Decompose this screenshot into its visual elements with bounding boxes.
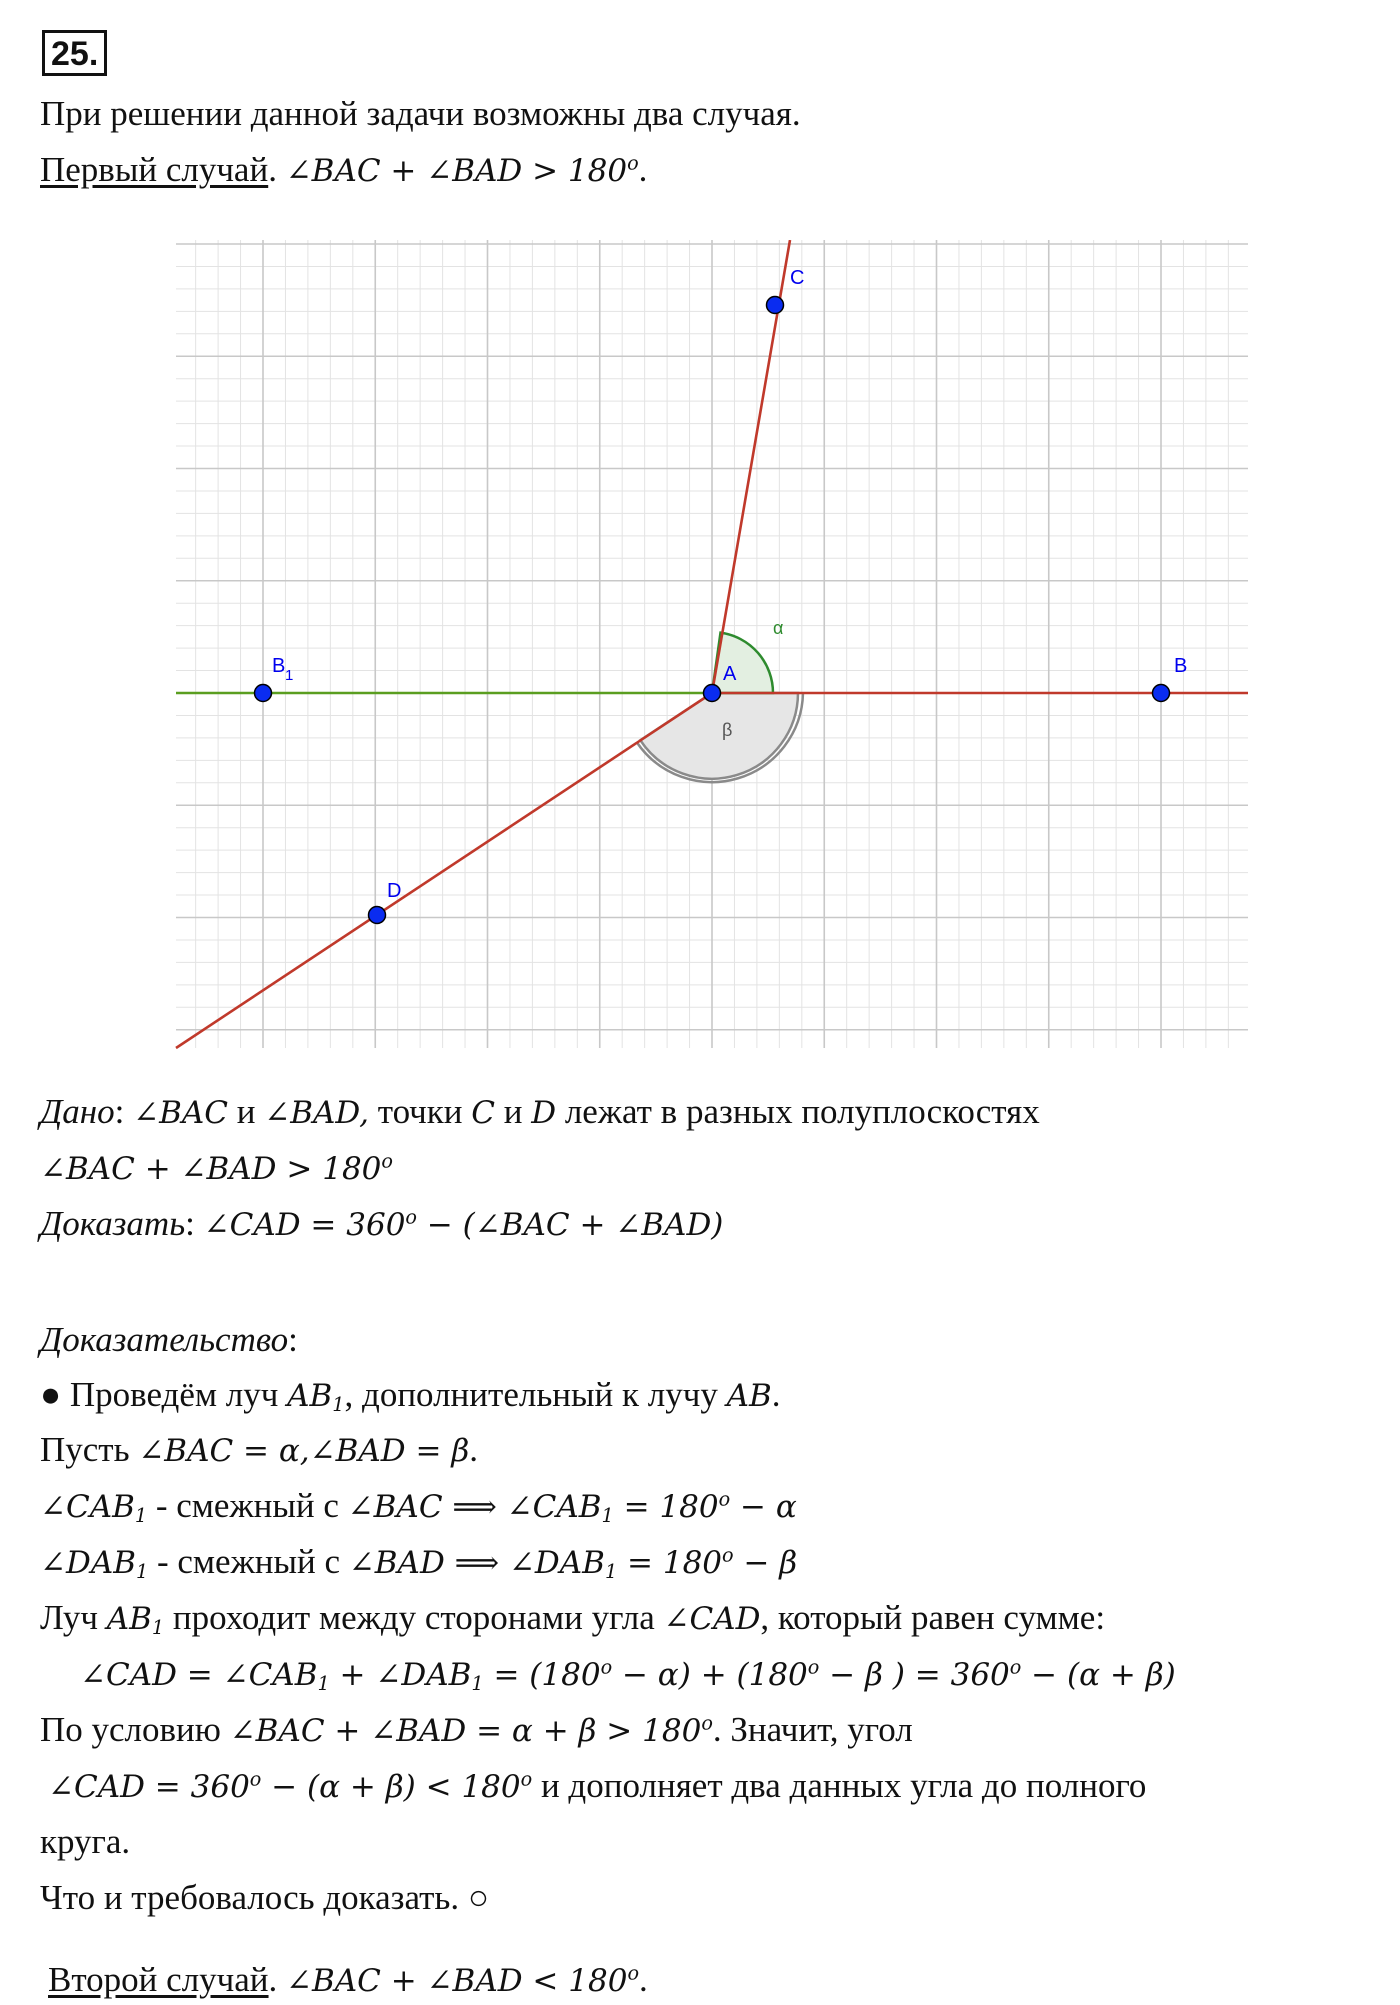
proof-line-9: круга. — [40, 1822, 131, 1861]
case2-heading: Второй случай. ∠BAC + ∠BAD < $180^o$. — [48, 1960, 648, 1999]
prove-line: Доказать: ∠CAD = $360^o$ − (∠BAC + ∠BAD) — [40, 1204, 724, 1243]
proof-line-3: $\angle CAB_1$ - смежный с ∠BAC ⟹ $\angle CAB_1 = 180^o - \alpha$ — [40, 1486, 797, 1527]
intro-text: При решении данной задачи возможны два случая. — [40, 94, 801, 133]
label-alpha: α — [773, 618, 784, 638]
point-a — [704, 685, 721, 702]
ray-ad — [176, 693, 712, 1048]
point-b1 — [255, 685, 272, 702]
point-c — [767, 297, 784, 314]
proof-line-8: ∠CAD = $360^o - (\alpha + \beta) < 180^o$ и дополняет два данных угла до полного — [48, 1766, 1147, 1805]
case2-label: Второй случай — [48, 1960, 269, 1999]
label-beta: β — [722, 720, 733, 740]
label-a: A — [723, 663, 737, 685]
label-d: D — [387, 880, 402, 902]
proof-label: Доказательство — [40, 1320, 289, 1359]
given-line-1: Дано: ∠BAC и ∠BAD, точки C и D лежат в разных полуплоскостях — [40, 1092, 1040, 1131]
label-b1-sub: 1 — [285, 667, 294, 684]
case1-heading: Первый случай. ∠BAC + ∠BAD > $180^o$. — [40, 150, 648, 189]
proof-line-5: Луч $AB_1$ проходит между сторонами угла ∠CAD, который равен сумме: — [40, 1598, 1106, 1639]
proof-line-2: Пусть ∠BAC = α,∠BAD = β. — [40, 1430, 479, 1469]
proof-line-7: По условию ∠BAC + ∠BAD = $\alpha + \beta > 180^o$. Значит, угол — [40, 1710, 913, 1749]
geometry-figure — [170, 240, 1250, 1070]
angle-beta-arc — [640, 693, 798, 779]
label-b: B — [1174, 655, 1188, 677]
case2-condition: ∠BAC + ∠BAD < $180^o$ — [286, 1961, 639, 1999]
point-d — [369, 907, 386, 924]
label-b1: B — [272, 655, 286, 677]
proof-line-10: Что и требовалось доказать. ○ — [40, 1878, 490, 1917]
label-c: C — [790, 267, 805, 289]
given-line-2: ∠BAC + ∠BAD > $180^o$ — [40, 1149, 393, 1187]
proof-line-1: ● Проведём луч $AB_1$, дополнительный к лучу AB. — [40, 1375, 781, 1416]
proof-line-6: ∠CAD = $\angle CAB_1$ + $\angle DAB_1 = (180^o - \alpha) + (180^o - \beta$ ) = $360^o - (\alpha + \beta)$ — [80, 1655, 1176, 1695]
given-label: Дано — [40, 1092, 115, 1131]
grid — [176, 240, 1248, 1048]
prove-label: Доказать — [40, 1204, 186, 1243]
proof-label-line: Доказательство: — [40, 1320, 298, 1359]
proof-line-4: $\angle DAB_1$ - смежный с ∠BAD ⟹ $\angle DAB_1 = 180^o - \beta$ — [40, 1542, 798, 1583]
point-b — [1153, 685, 1170, 702]
problem-number: 25. — [42, 30, 107, 76]
case1-condition: ∠BAC + ∠BAD > $180^o$ — [285, 151, 639, 189]
case1-label: Первый случай — [40, 150, 269, 189]
